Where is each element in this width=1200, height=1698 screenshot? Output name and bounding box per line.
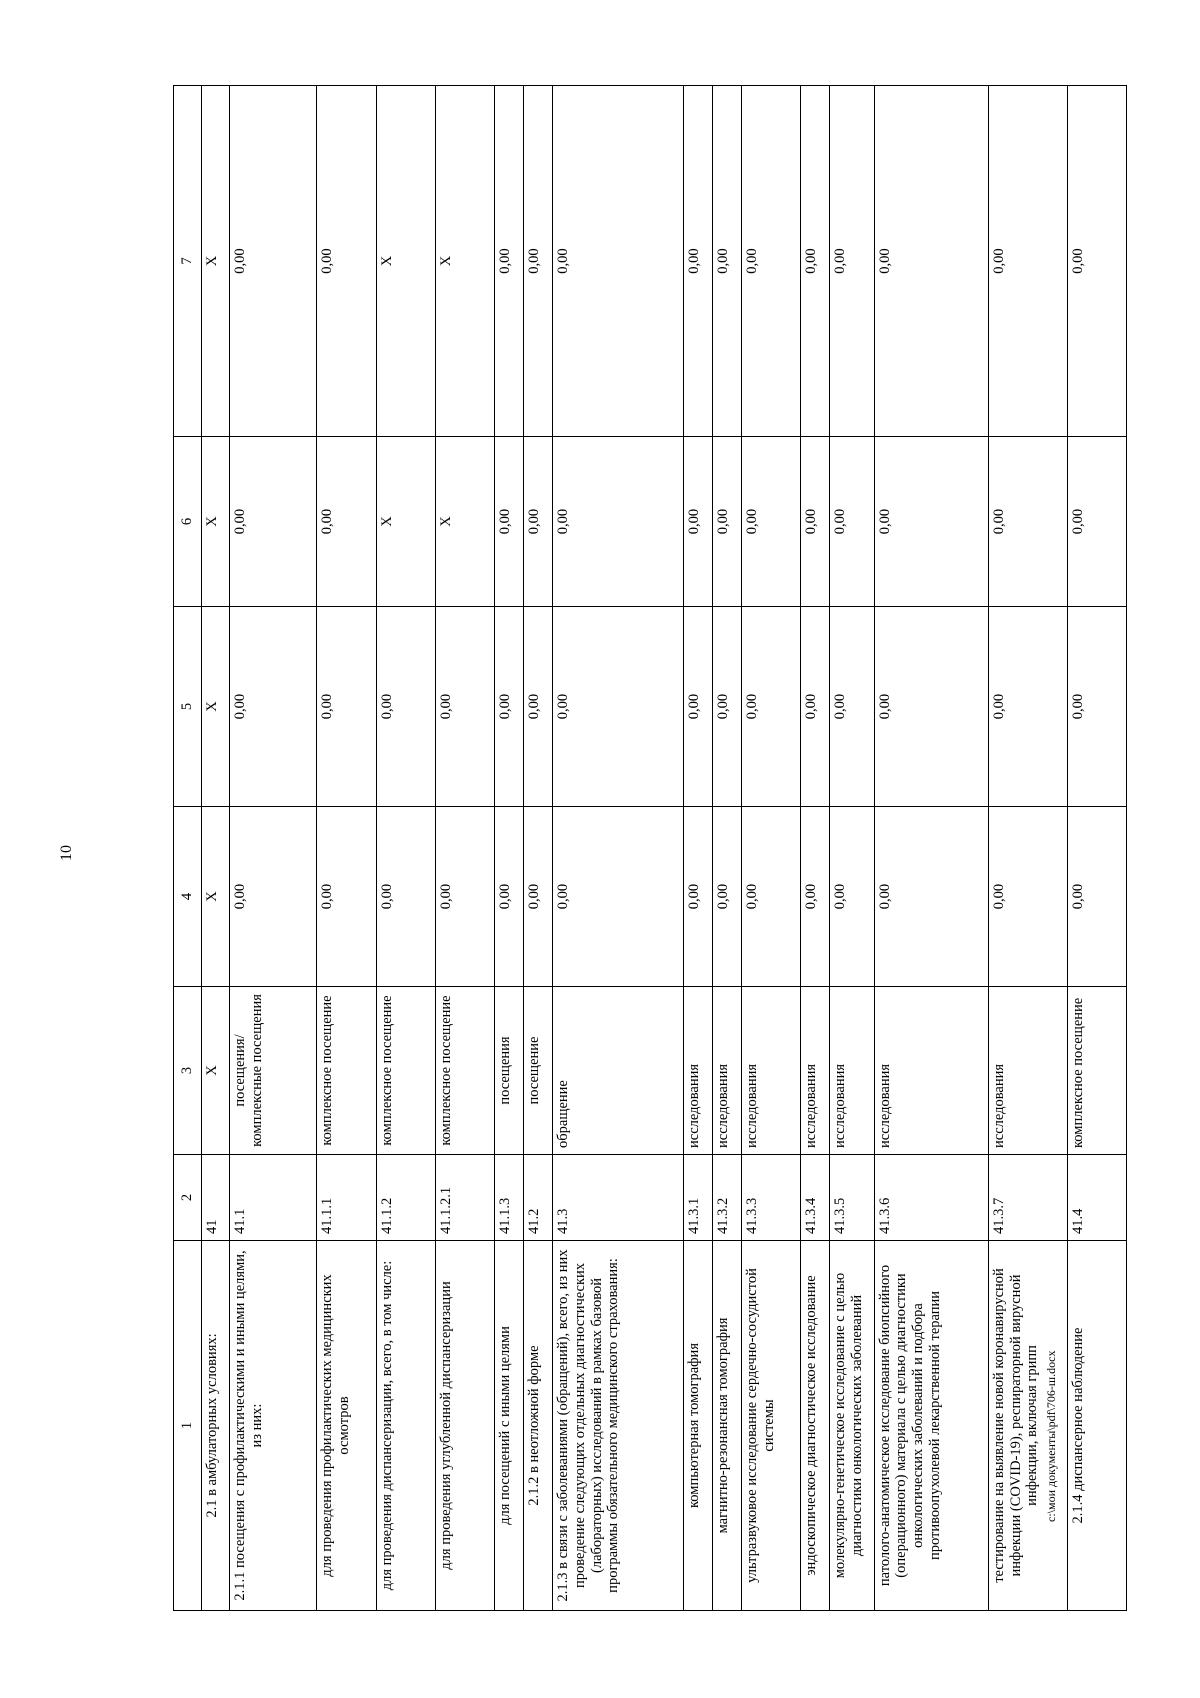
row-value-col5: 0,00 <box>801 607 830 807</box>
row-value-col5: 0,00 <box>553 607 683 807</box>
row-unit-cell: X <box>202 987 230 1155</box>
table-row <box>801 86 830 1611</box>
row-value-col7: 0,00 <box>712 86 741 437</box>
row-value-col6: X <box>376 437 435 607</box>
row-value-col5: 0,00 <box>830 607 874 807</box>
row-name-cell: ультразвуковое исследование сердечно-сосудистой системы <box>742 1241 801 1611</box>
table-row <box>712 86 741 1611</box>
table-body <box>174 86 1127 1611</box>
row-value-col6: 0,00 <box>801 437 830 607</box>
row-unit-cell: комплексное посещение <box>1067 987 1126 1155</box>
row-name-cell: для проведения диспансеризации, всего, в том числе: <box>376 1241 435 1611</box>
row-value-col5: 0,00 <box>435 607 494 807</box>
row-value-col6: 0,00 <box>317 437 376 607</box>
row-value-col4: 0,00 <box>712 807 741 987</box>
row-name-cell: для проведения углубленной диспансеризации <box>435 1241 494 1611</box>
row-value-col5: X <box>202 607 230 807</box>
row-unit-cell: посещения/ комплексные посещения <box>230 987 317 1155</box>
row-unit-cell: исследования <box>742 987 801 1155</box>
row-value-col7: 0,00 <box>874 86 988 437</box>
row-code-cell: 41.1.2 <box>376 1155 435 1241</box>
row-value-col7: 0,00 <box>495 86 524 437</box>
row-value-col6: 0,00 <box>742 437 801 607</box>
row-unit-cell: посещение <box>524 987 553 1155</box>
row-code-cell: 41.2 <box>524 1155 553 1241</box>
row-value-col7: 0,00 <box>683 86 712 437</box>
row-value-col4: 0,00 <box>683 807 712 987</box>
row-value-col7: 0,00 <box>317 86 376 437</box>
row-value-col4: 0,00 <box>376 807 435 987</box>
row-code-cell: 41.1 <box>230 1155 317 1241</box>
row-value-col4: 0,00 <box>524 807 553 987</box>
row-value-col5: 0,00 <box>495 607 524 807</box>
row-code-cell: 41.4 <box>1067 1155 1126 1241</box>
row-value-col5: 0,00 <box>317 607 376 807</box>
row-value-col6: 0,00 <box>683 437 712 607</box>
header-cell: 1 <box>174 1241 202 1611</box>
row-value-col6: 0,00 <box>524 437 553 607</box>
row-value-col7: X <box>202 86 230 437</box>
row-unit-cell: исследования <box>683 987 712 1155</box>
row-value-col6: X <box>202 437 230 607</box>
table-row <box>376 86 435 1611</box>
row-name-cell: магнитно-резонансная томография <box>712 1241 741 1611</box>
row-unit-cell: исследования <box>988 987 1067 1155</box>
row-name-cell: для проведения профилактических медицинских осмотров <box>317 1241 376 1611</box>
row-code-cell: 41.3.2 <box>712 1155 741 1241</box>
row-unit-cell: исследования <box>712 987 741 1155</box>
row-value-col4: 0,00 <box>801 807 830 987</box>
row-value-col6: 0,00 <box>230 437 317 607</box>
row-value-col7: X <box>435 86 494 437</box>
row-code-cell: 41.3.1 <box>683 1155 712 1241</box>
table-row <box>874 86 988 1611</box>
row-code-cell: 41.1.2.1 <box>435 1155 494 1241</box>
row-code-cell: 41.3.3 <box>742 1155 801 1241</box>
row-value-col7: X <box>376 86 435 437</box>
row-code-cell: 41.3.5 <box>830 1155 874 1241</box>
row-value-col4: 0,00 <box>742 807 801 987</box>
row-value-col7: 0,00 <box>1067 86 1126 437</box>
row-code-cell: 41.1.1 <box>317 1155 376 1241</box>
row-code-cell: 41.3.7 <box>988 1155 1067 1241</box>
table-header-row <box>174 86 202 1611</box>
row-value-col5: 0,00 <box>376 607 435 807</box>
table-row <box>830 86 874 1611</box>
row-value-col7: 0,00 <box>230 86 317 437</box>
header-cell: 5 <box>174 607 202 807</box>
row-value-col5: 0,00 <box>524 607 553 807</box>
row-value-col7: 0,00 <box>830 86 874 437</box>
row-name-cell: эндоскопическое диагностическое исследование <box>801 1241 830 1611</box>
header-cell: 3 <box>174 987 202 1155</box>
row-code-cell: 41.1.3 <box>495 1155 524 1241</box>
row-unit-cell: обращение <box>553 987 683 1155</box>
row-value-col6: 0,00 <box>495 437 524 607</box>
header-cell: 7 <box>174 86 202 437</box>
row-value-col7: 0,00 <box>988 86 1067 437</box>
header-cell: 4 <box>174 807 202 987</box>
row-code-cell: 41.3.4 <box>801 1155 830 1241</box>
row-value-col6: 0,00 <box>874 437 988 607</box>
row-unit-cell: посещения <box>495 987 524 1155</box>
table-row <box>202 86 230 1611</box>
row-value-col4: 0,00 <box>553 807 683 987</box>
row-value-col4: 0,00 <box>435 807 494 987</box>
row-code-cell: 41.3 <box>553 1155 683 1241</box>
table-row <box>553 86 683 1611</box>
indicators-table <box>173 85 1127 1611</box>
row-unit-cell: исследования <box>801 987 830 1155</box>
row-value-col7: 0,00 <box>801 86 830 437</box>
row-value-col4: 0,00 <box>230 807 317 987</box>
row-value-col4: 0,00 <box>495 807 524 987</box>
row-value-col5: 0,00 <box>742 607 801 807</box>
table-row <box>742 86 801 1611</box>
row-value-col4: 0,00 <box>988 807 1067 987</box>
row-name-cell: 2.1.4 диспансерное наблюдение <box>1067 1241 1126 1611</box>
row-name-cell: тестирование на выявление новой коронавирусной инфекции (COVID-19), респираторной вирусной инфекции, включая грипп <box>988 1241 1067 1611</box>
row-value-col4: 0,00 <box>317 807 376 987</box>
table-row <box>435 86 494 1611</box>
row-unit-cell: исследования <box>874 987 988 1155</box>
row-name-cell: 2.1 в амбулаторных условиях: <box>202 1241 230 1611</box>
table-row <box>230 86 317 1611</box>
row-value-col6: 0,00 <box>553 437 683 607</box>
footer-file-path: c:\мои документы\pdf\706-ш.docx <box>1044 1350 1058 1522</box>
row-unit-cell: комплексное посещение <box>376 987 435 1155</box>
table-row <box>524 86 553 1611</box>
page-number: 10 <box>58 845 75 861</box>
row-value-col6: 0,00 <box>712 437 741 607</box>
row-unit-cell: комплексное посещение <box>435 987 494 1155</box>
row-value-col7: 0,00 <box>524 86 553 437</box>
row-code-cell: 41 <box>202 1155 230 1241</box>
row-name-cell: компьютерная томография <box>683 1241 712 1611</box>
row-value-col6: X <box>435 437 494 607</box>
table-row <box>1067 86 1126 1611</box>
row-unit-cell: комплексное посещение <box>317 987 376 1155</box>
row-value-col4: X <box>202 807 230 987</box>
table-row <box>495 86 524 1611</box>
row-name-cell: 2.1.3 в связи с заболеваниями (обращений), всего, из них проведение следующих отдельных диагностических (лабораторных) исследований в рамках базовой программы обязательного медицинского страхования: <box>553 1241 683 1611</box>
row-value-col5: 0,00 <box>712 607 741 807</box>
row-unit-cell: исследования <box>830 987 874 1155</box>
row-name-cell: для посещений с иными целями <box>495 1241 524 1611</box>
row-name-cell: 2.1.2 в неотложной форме <box>524 1241 553 1611</box>
row-value-col5: 0,00 <box>874 607 988 807</box>
row-value-col4: 0,00 <box>874 807 988 987</box>
row-value-col5: 0,00 <box>230 607 317 807</box>
row-value-col4: 0,00 <box>1067 807 1126 987</box>
row-value-col6: 0,00 <box>1067 437 1126 607</box>
row-name-cell: 2.1.1 посещения с профилактическими и иными целями, из них: <box>230 1241 317 1611</box>
row-name-cell: патолого-анатомическое исследование биопсийного (операционного) материала с целью диагностики онкологических заболеваний и подбора противоопухолевой лекарственной терапии <box>874 1241 988 1611</box>
table-row <box>317 86 376 1611</box>
table-row <box>683 86 712 1611</box>
row-value-col7: 0,00 <box>742 86 801 437</box>
row-value-col5: 0,00 <box>988 607 1067 807</box>
row-value-col5: 0,00 <box>1067 607 1126 807</box>
header-cell: 2 <box>174 1155 202 1241</box>
row-value-col6: 0,00 <box>830 437 874 607</box>
row-code-cell: 41.3.6 <box>874 1155 988 1241</box>
row-name-cell: молекулярно-генетическое исследование с целью диагностики онкологических заболеваний <box>830 1241 874 1611</box>
row-value-col4: 0,00 <box>830 807 874 987</box>
row-value-col5: 0,00 <box>683 607 712 807</box>
rotated-table-container <box>173 86 1127 1611</box>
row-value-col7: 0,00 <box>553 86 683 437</box>
row-value-col6: 0,00 <box>988 437 1067 607</box>
header-cell: 6 <box>174 437 202 607</box>
